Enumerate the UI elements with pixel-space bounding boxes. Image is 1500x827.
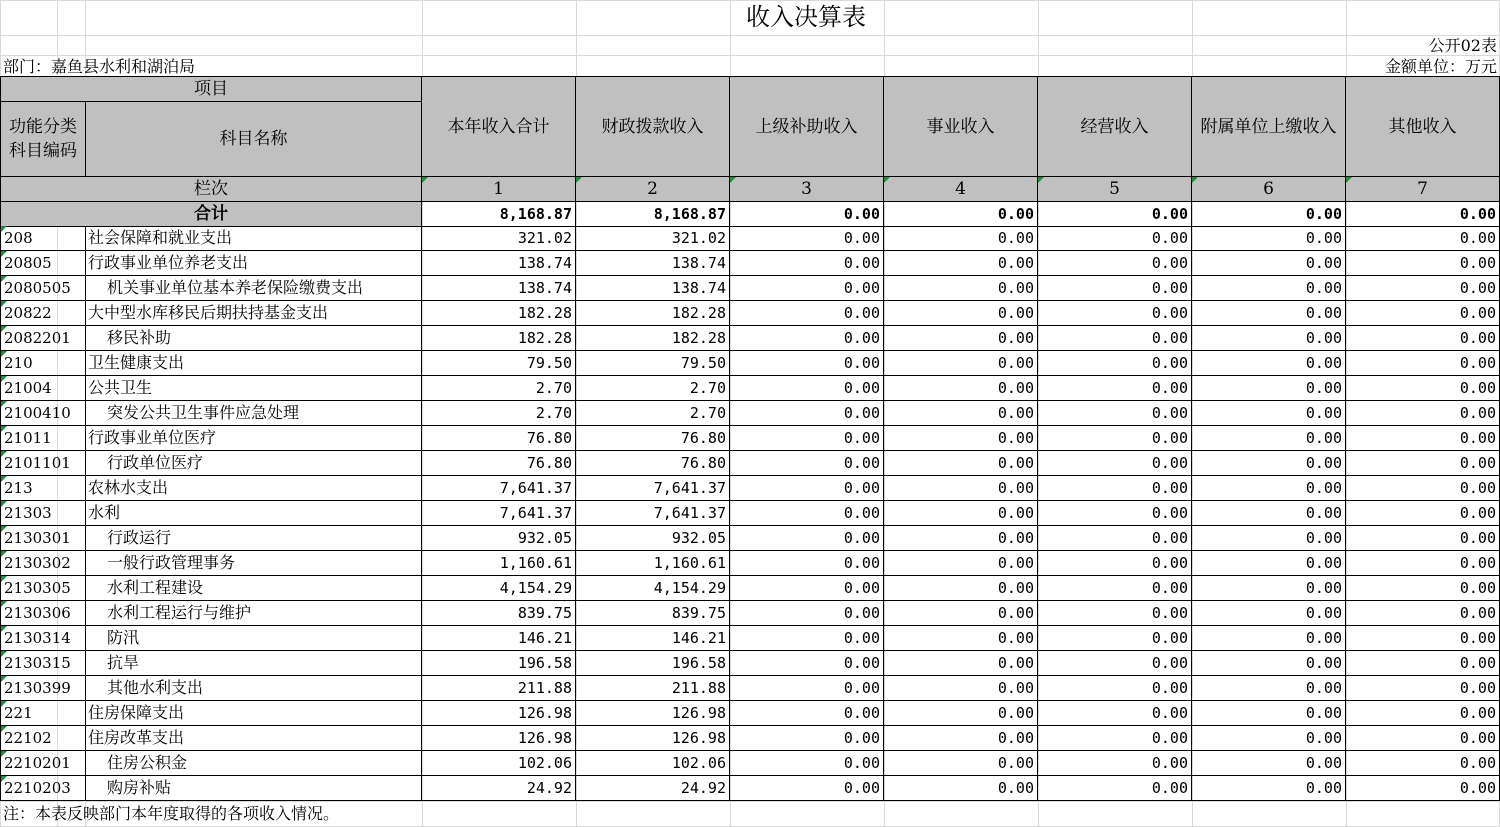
amount-cell: 0.00 — [729, 601, 884, 626]
table-row — [0, 676, 1500, 701]
column-header: 本年收入合计 — [421, 76, 576, 177]
subject-name-cell: 大中型水库移民后期扶持基金支出 — [85, 301, 422, 326]
amount-cell: 4,154.29 — [421, 576, 576, 601]
amount-cell: 0.00 — [729, 401, 884, 426]
subject-name-cell: 一般行政管理事务 — [85, 551, 422, 576]
cell-marker-icon — [1, 426, 7, 432]
table-row — [0, 251, 1500, 276]
function-code-cell: 21303 — [0, 501, 86, 526]
page-title: 收入决算表 — [746, 3, 866, 31]
amount-cell: 0.00 — [883, 251, 1038, 276]
cell-marker-icon — [1, 526, 7, 532]
amount-cell: 126.98 — [575, 726, 730, 751]
amount-cell: 0.00 — [883, 576, 1038, 601]
amount-cell: 24.92 — [421, 776, 576, 801]
amount-cell: 0.00 — [1345, 751, 1500, 776]
amount-cell: 0.00 — [883, 526, 1038, 551]
cell-marker-icon — [1, 726, 7, 732]
function-code-cell: 20822 — [0, 301, 86, 326]
header-subject-name: 科目名称 — [85, 101, 422, 177]
amount-cell: 932.05 — [421, 526, 576, 551]
amount-cell: 0.00 — [1037, 301, 1192, 326]
amount-cell: 0.00 — [883, 426, 1038, 451]
function-code-cell: 2130314 — [0, 626, 86, 651]
amount-cell: 0.00 — [1191, 726, 1346, 751]
amount-cell: 0.00 — [1037, 351, 1192, 376]
amount-cell: 0.00 — [1037, 526, 1192, 551]
subject-name-cell: 社会保障和就业支出 — [85, 226, 422, 251]
amount-cell: 0.00 — [883, 326, 1038, 351]
column-header: 上级补助收入 — [729, 76, 884, 177]
cell-marker-icon — [1, 651, 7, 657]
amount-cell: 0.00 — [1345, 451, 1500, 476]
amount-cell: 0.00 — [1191, 776, 1346, 801]
function-code-cell: 2082201 — [0, 326, 86, 351]
amount-cell: 2.70 — [575, 401, 730, 426]
subject-name-cell: 农林水支出 — [85, 476, 422, 501]
amount-cell: 0.00 — [1345, 326, 1500, 351]
total-value: 0.00 — [1345, 201, 1500, 227]
amount-cell: 0.00 — [1191, 326, 1346, 351]
table-row — [0, 526, 1500, 551]
amount-cell: 0.00 — [1037, 651, 1192, 676]
cell-marker-icon — [1, 351, 7, 357]
amount-cell: 7,641.37 — [575, 501, 730, 526]
subject-name-cell: 机关事业单位基本养老保险缴费支出 — [85, 276, 422, 301]
cell-marker-icon — [1, 326, 7, 332]
amount-cell: 0.00 — [1345, 626, 1500, 651]
table-row — [0, 551, 1500, 576]
amount-cell: 76.80 — [421, 451, 576, 476]
cell-marker-icon — [1, 751, 7, 757]
table-row — [0, 401, 1500, 426]
amount-cell: 0.00 — [729, 376, 884, 401]
amount-cell: 0.00 — [1191, 551, 1346, 576]
table-row — [0, 376, 1500, 401]
function-code-cell: 2210201 — [0, 751, 86, 776]
column-index: 6 — [1191, 176, 1346, 202]
amount-cell: 0.00 — [1037, 676, 1192, 701]
table-row — [0, 426, 1500, 451]
cell-marker-icon — [1192, 177, 1198, 183]
subject-name-cell: 移民补助 — [85, 326, 422, 351]
amount-cell: 0.00 — [1191, 401, 1346, 426]
cell-marker-icon — [1038, 177, 1044, 183]
cell-marker-icon — [1346, 177, 1352, 183]
amount-cell: 0.00 — [1191, 626, 1346, 651]
subject-name-cell: 行政事业单位医疗 — [85, 426, 422, 451]
function-code-cell: 22102 — [0, 726, 86, 751]
table-row — [0, 501, 1500, 526]
cell-marker-icon — [1, 701, 7, 707]
amount-cell: 932.05 — [575, 526, 730, 551]
amount-cell: 0.00 — [1191, 576, 1346, 601]
amount-cell: 0.00 — [1037, 601, 1192, 626]
amount-cell: 0.00 — [883, 476, 1038, 501]
amount-cell: 0.00 — [883, 676, 1038, 701]
table-row — [0, 451, 1500, 476]
amount-cell: 0.00 — [1345, 726, 1500, 751]
amount-cell: 0.00 — [1037, 451, 1192, 476]
table-row — [0, 476, 1500, 501]
table-row — [0, 626, 1500, 651]
amount-cell: 2.70 — [421, 376, 576, 401]
function-code-cell: 2130301 — [0, 526, 86, 551]
amount-cell: 0.00 — [729, 276, 884, 301]
amount-cell: 182.28 — [575, 301, 730, 326]
column-index: 4 — [883, 176, 1038, 202]
subject-name-cell: 住房公积金 — [85, 751, 422, 776]
amount-cell: 0.00 — [1191, 526, 1346, 551]
amount-cell: 196.58 — [575, 651, 730, 676]
amount-cell: 1,160.61 — [575, 551, 730, 576]
amount-cell: 0.00 — [1037, 276, 1192, 301]
table-row — [0, 326, 1500, 351]
amount-cell: 0.00 — [1191, 476, 1346, 501]
amount-cell: 0.00 — [1037, 726, 1192, 751]
amount-cell: 126.98 — [575, 701, 730, 726]
amount-cell: 0.00 — [729, 576, 884, 601]
amount-cell: 0.00 — [1191, 376, 1346, 401]
amount-cell: 126.98 — [421, 726, 576, 751]
amount-cell: 0.00 — [883, 501, 1038, 526]
function-code-cell: 221 — [0, 701, 86, 726]
total-value: 0.00 — [729, 201, 884, 227]
amount-cell: 0.00 — [1345, 476, 1500, 501]
cell-marker-icon — [1, 676, 7, 682]
amount-cell: 0.00 — [1191, 226, 1346, 251]
header-column-index-label: 栏次 — [0, 176, 422, 202]
amount-cell: 0.00 — [729, 226, 884, 251]
amount-cell: 126.98 — [421, 701, 576, 726]
subject-name-cell: 行政事业单位养老支出 — [85, 251, 422, 276]
cell-marker-icon — [884, 177, 890, 183]
amount-cell: 0.00 — [1191, 751, 1346, 776]
amount-cell: 7,641.37 — [421, 501, 576, 526]
amount-cell: 0.00 — [1345, 651, 1500, 676]
subject-name-cell: 行政单位医疗 — [85, 451, 422, 476]
amount-cell: 0.00 — [1345, 351, 1500, 376]
form-number: 公开02表 — [1428, 36, 1497, 55]
column-header: 经营收入 — [1037, 76, 1192, 177]
function-code-cell: 2130302 — [0, 551, 86, 576]
amount-cell: 0.00 — [1345, 551, 1500, 576]
cell-marker-icon — [1, 301, 7, 307]
table-row — [0, 351, 1500, 376]
table-row — [0, 301, 1500, 326]
cell-marker-icon — [730, 177, 736, 183]
amount-cell: 839.75 — [421, 601, 576, 626]
total-value: 0.00 — [883, 201, 1038, 227]
amount-cell: 0.00 — [883, 776, 1038, 801]
cell-marker-icon — [422, 177, 428, 183]
amount-cell: 0.00 — [1191, 601, 1346, 626]
function-code-cell: 213 — [0, 476, 86, 501]
table-row — [0, 276, 1500, 301]
amount-cell: 102.06 — [575, 751, 730, 776]
cell-marker-icon — [1, 451, 7, 457]
amount-cell: 0.00 — [1037, 426, 1192, 451]
cell-marker-icon — [1, 501, 7, 507]
total-value: 8,168.87 — [575, 201, 730, 227]
subject-name-cell: 水利工程运行与维护 — [85, 601, 422, 626]
amount-cell: 0.00 — [1345, 676, 1500, 701]
amount-cell: 0.00 — [1191, 451, 1346, 476]
cell-marker-icon — [1, 776, 7, 782]
subject-name-cell: 其他水利支出 — [85, 676, 422, 701]
amount-cell: 0.00 — [883, 626, 1038, 651]
table-row — [0, 651, 1500, 676]
column-index: 2 — [575, 176, 730, 202]
column-header: 事业收入 — [883, 76, 1038, 177]
subject-name-cell: 卫生健康支出 — [85, 351, 422, 376]
table-row — [0, 751, 1500, 776]
amount-cell: 76.80 — [421, 426, 576, 451]
cell-marker-icon — [1, 476, 7, 482]
amount-cell: 2.70 — [575, 376, 730, 401]
subject-name-cell: 公共卫生 — [85, 376, 422, 401]
amount-cell: 839.75 — [575, 601, 730, 626]
total-value: 8,168.87 — [421, 201, 576, 227]
amount-cell: 0.00 — [1037, 776, 1192, 801]
amount-cell: 0.00 — [1345, 701, 1500, 726]
table-note: 注：本表反映部门本年度取得的各项收入情况。 — [3, 804, 340, 823]
amount-cell: 0.00 — [883, 351, 1038, 376]
cell-marker-icon — [1, 276, 7, 282]
table-row — [0, 601, 1500, 626]
amount-cell: 0.00 — [1345, 301, 1500, 326]
amount-cell: 79.50 — [421, 351, 576, 376]
amount-cell: 0.00 — [1345, 251, 1500, 276]
subject-name-cell: 抗旱 — [85, 651, 422, 676]
header-function-code: 功能分类科目编码 — [0, 101, 86, 177]
amount-cell: 138.74 — [421, 251, 576, 276]
amount-cell: 0.00 — [729, 426, 884, 451]
amount-cell: 0.00 — [729, 326, 884, 351]
amount-cell: 0.00 — [1037, 326, 1192, 351]
amount-cell: 0.00 — [883, 651, 1038, 676]
amount-cell: 0.00 — [729, 626, 884, 651]
amount-cell: 0.00 — [1345, 576, 1500, 601]
function-code-cell: 2130306 — [0, 601, 86, 626]
subject-name-cell: 住房保障支出 — [85, 701, 422, 726]
amount-cell: 24.92 — [575, 776, 730, 801]
subject-name-cell: 水利工程建设 — [85, 576, 422, 601]
amount-cell: 4,154.29 — [575, 576, 730, 601]
amount-cell: 0.00 — [1345, 501, 1500, 526]
amount-cell: 0.00 — [729, 551, 884, 576]
column-index: 7 — [1345, 176, 1500, 202]
amount-cell: 321.02 — [421, 226, 576, 251]
amount-cell: 0.00 — [729, 526, 884, 551]
cell-marker-icon — [576, 177, 582, 183]
amount-cell: 0.00 — [1191, 426, 1346, 451]
amount-cell: 1,160.61 — [421, 551, 576, 576]
amount-cell: 0.00 — [1345, 401, 1500, 426]
amount-cell: 0.00 — [883, 276, 1038, 301]
cell-marker-icon — [1, 576, 7, 582]
column-header: 财政拨款收入 — [575, 76, 730, 177]
amount-cell: 0.00 — [883, 451, 1038, 476]
amount-cell: 79.50 — [575, 351, 730, 376]
function-code-cell: 21004 — [0, 376, 86, 401]
amount-cell: 0.00 — [729, 726, 884, 751]
amount-cell: 0.00 — [883, 726, 1038, 751]
function-code-cell: 20805 — [0, 251, 86, 276]
amount-cell: 0.00 — [1345, 601, 1500, 626]
function-code-cell: 21011 — [0, 426, 86, 451]
amount-cell: 0.00 — [1037, 376, 1192, 401]
amount-cell: 0.00 — [729, 751, 884, 776]
total-value: 0.00 — [1037, 201, 1192, 227]
column-index: 3 — [729, 176, 884, 202]
amount-cell: 0.00 — [1191, 251, 1346, 276]
amount-cell: 138.74 — [575, 251, 730, 276]
function-code-cell: 210 — [0, 351, 86, 376]
cell-marker-icon — [1, 626, 7, 632]
table-row — [0, 576, 1500, 601]
amount-cell: 0.00 — [1191, 501, 1346, 526]
amount-cell: 76.80 — [575, 426, 730, 451]
amount-cell: 0.00 — [1345, 426, 1500, 451]
amount-cell: 0.00 — [883, 226, 1038, 251]
amount-cell: 76.80 — [575, 451, 730, 476]
amount-cell: 0.00 — [1037, 576, 1192, 601]
amount-cell: 0.00 — [883, 751, 1038, 776]
amount-cell: 7,641.37 — [421, 476, 576, 501]
amount-cell: 0.00 — [883, 551, 1038, 576]
amount-cell: 0.00 — [1191, 276, 1346, 301]
amount-cell: 0.00 — [1037, 251, 1192, 276]
amount-cell: 0.00 — [1037, 751, 1192, 776]
subject-name-cell: 突发公共卫生事件应急处理 — [85, 401, 422, 426]
amount-cell: 0.00 — [1191, 651, 1346, 676]
subject-name-cell: 购房补贴 — [85, 776, 422, 801]
function-code-cell: 2080505 — [0, 276, 86, 301]
amount-cell: 0.00 — [883, 601, 1038, 626]
amount-cell: 138.74 — [421, 276, 576, 301]
subject-name-cell: 行政运行 — [85, 526, 422, 551]
cell-marker-icon — [1, 601, 7, 607]
amount-cell: 182.28 — [575, 326, 730, 351]
amount-cell: 0.00 — [883, 701, 1038, 726]
amount-cell: 0.00 — [1191, 301, 1346, 326]
amount-cell: 0.00 — [729, 501, 884, 526]
total-value: 0.00 — [1191, 201, 1346, 227]
amount-cell: 0.00 — [1345, 376, 1500, 401]
amount-cell: 146.21 — [575, 626, 730, 651]
subject-name-cell: 防汛 — [85, 626, 422, 651]
function-code-cell: 2130315 — [0, 651, 86, 676]
amount-cell: 0.00 — [729, 651, 884, 676]
amount-cell: 182.28 — [421, 301, 576, 326]
amount-cell: 0.00 — [1345, 226, 1500, 251]
cell-marker-icon — [1, 251, 7, 257]
amount-cell: 0.00 — [1037, 501, 1192, 526]
cell-marker-icon — [1, 551, 7, 557]
amount-cell: 0.00 — [1191, 351, 1346, 376]
function-code-cell: 2130305 — [0, 576, 86, 601]
function-code-cell: 2210203 — [0, 776, 86, 801]
department-label: 部门：嘉鱼县水利和湖泊局 — [3, 57, 196, 76]
amount-cell: 0.00 — [729, 701, 884, 726]
amount-cell: 0.00 — [883, 401, 1038, 426]
amount-cell: 0.00 — [1037, 551, 1192, 576]
amount-cell: 0.00 — [729, 351, 884, 376]
amount-cell: 0.00 — [1037, 226, 1192, 251]
column-header: 附属单位上缴收入 — [1191, 76, 1346, 177]
table-row — [0, 701, 1500, 726]
amount-cell: 0.00 — [1037, 701, 1192, 726]
amount-cell: 321.02 — [575, 226, 730, 251]
amount-cell: 0.00 — [1191, 676, 1346, 701]
amount-cell: 0.00 — [1037, 626, 1192, 651]
header-project: 项目 — [0, 76, 422, 102]
column-index: 5 — [1037, 176, 1192, 202]
subject-name-cell: 水利 — [85, 501, 422, 526]
amount-cell: 0.00 — [729, 251, 884, 276]
amount-cell: 211.88 — [421, 676, 576, 701]
column-index: 1 — [421, 176, 576, 202]
amount-cell: 0.00 — [729, 476, 884, 501]
function-code-cell: 2100410 — [0, 401, 86, 426]
function-code-cell: 2130399 — [0, 676, 86, 701]
unit-label: 金额单位：万元 — [1384, 57, 1497, 76]
total-label: 合计 — [0, 201, 422, 227]
amount-cell: 0.00 — [1345, 526, 1500, 551]
function-code-cell: 2101101 — [0, 451, 86, 476]
amount-cell: 7,641.37 — [575, 476, 730, 501]
amount-cell: 0.00 — [883, 301, 1038, 326]
function-code-cell: 208 — [0, 226, 86, 251]
amount-cell: 0.00 — [1037, 401, 1192, 426]
cell-marker-icon — [1, 226, 7, 232]
amount-cell: 0.00 — [729, 451, 884, 476]
amount-cell: 0.00 — [729, 776, 884, 801]
amount-cell: 182.28 — [421, 326, 576, 351]
amount-cell: 0.00 — [729, 301, 884, 326]
amount-cell: 196.58 — [421, 651, 576, 676]
amount-cell: 146.21 — [421, 626, 576, 651]
amount-cell: 0.00 — [729, 676, 884, 701]
amount-cell: 0.00 — [1345, 776, 1500, 801]
amount-cell: 211.88 — [575, 676, 730, 701]
amount-cell: 0.00 — [1345, 276, 1500, 301]
column-header: 其他收入 — [1345, 76, 1500, 177]
cell-marker-icon — [1, 401, 7, 407]
cell-marker-icon — [1, 376, 7, 382]
amount-cell: 0.00 — [1191, 701, 1346, 726]
amount-cell: 2.70 — [421, 401, 576, 426]
subject-name-cell: 住房改革支出 — [85, 726, 422, 751]
amount-cell: 138.74 — [575, 276, 730, 301]
amount-cell: 0.00 — [1037, 476, 1192, 501]
amount-cell: 102.06 — [421, 751, 576, 776]
table-row — [0, 776, 1500, 801]
table-row — [0, 726, 1500, 751]
amount-cell: 0.00 — [883, 376, 1038, 401]
table-row — [0, 226, 1500, 251]
